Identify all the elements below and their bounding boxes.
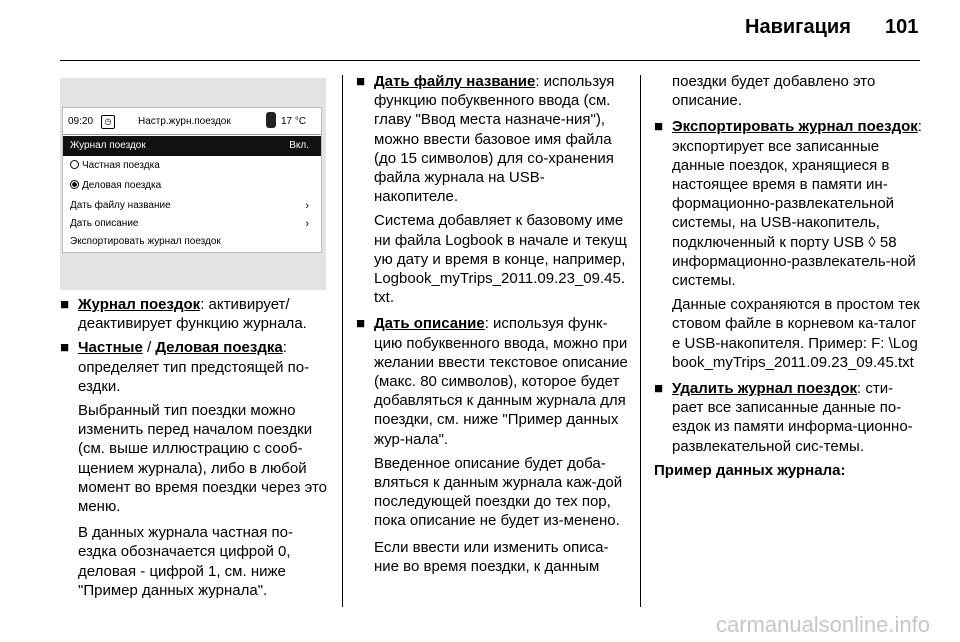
keyword: Дать файлу название: [374, 73, 536, 90]
menu-item-label: Дать файлу название: [70, 200, 171, 211]
bullet-icon: ■: [356, 315, 366, 333]
keyword: Журнал поездок: [78, 296, 201, 313]
keyword: Экспортировать журнал поездок: [672, 118, 918, 136]
menu-item-export-logbook[interactable]: [63, 232, 321, 252]
thermometer-icon: [266, 112, 276, 128]
text-column-3: [654, 72, 922, 487]
header-rule: [60, 60, 920, 61]
keyword: Удалить журнал поездок: [672, 380, 857, 398]
item-text: : используя функ-цию побуквенного ввода, можно при желании ввести текстовое описание (макс. 80 символов), которое будет добавляться к данным журнала для поездки, см. ниже "Пример данных жур-нала".: [374, 315, 628, 448]
keyword: Частные: [78, 339, 143, 357]
menu-item-business-trip[interactable]: [63, 176, 321, 196]
section-heading: Пример данных журнала:: [654, 461, 846, 479]
screen-title: Настр.журн.поездок: [138, 116, 231, 127]
item-text: : экспортирует все записанные данные поездок, хранящиеся в настоящее время в памяти ин-формационно-развлекательной системы, на USB-накопитель, подключенный к порту USB ◊ 58 информационно-развлекатель-ной системы.: [672, 118, 922, 290]
bullet-icon: ■: [654, 380, 664, 398]
menu-item-label: Частная поездка: [82, 160, 160, 171]
item-text: : сти-рает все записанные данные по-ездок из памяти информа-ционно-развлекательной сис-темы.: [672, 380, 913, 455]
paragraph: Данные сохраняются в простом текстовом файле в корневом ка-талоге USB-накопителя. Пример: F: \Logbook_myTrips_2011.09.23_09.45.txt: [672, 296, 920, 371]
paragraph: Выбранный тип поездки можно изменить перед началом поездки (см. выше иллюстрацию с сооб-щением журнала), либо в любой момент во время поездки через это меню.: [78, 402, 328, 516]
watermark: carmanualsonline.info: [715, 612, 930, 637]
clock-icon: ◷: [101, 115, 115, 129]
bullet-icon: ■: [60, 296, 70, 313]
bullet-icon: ■: [654, 118, 664, 136]
radio-unselected-icon: [70, 160, 79, 169]
menu-item-logbook[interactable]: [63, 136, 321, 156]
list-item-delete: [654, 379, 922, 456]
item-text: : активирует/ деактивирует функцию журнала.: [78, 296, 307, 333]
menu-item-private-trip[interactable]: [63, 156, 321, 176]
infotainment-screen: [62, 107, 322, 253]
page-header-title: Навигация: [745, 16, 851, 38]
keyword: Дать описание: [374, 315, 485, 333]
text-column-2: [356, 72, 628, 583]
item-text: : используя функцию побуквенного ввода (см. главу "Ввод места назначе-ния"), можно ввести базовое имя файла (до 15 символов) для со-хранения файла журнала на USB-накопителе.: [374, 73, 615, 206]
chevron-right-icon: ›: [305, 200, 309, 212]
screen-time: 09:20: [68, 116, 94, 127]
menu-item-label-wrap: [70, 156, 160, 176]
paragraph: поездки будет добавлено это описание.: [672, 73, 876, 110]
page-number: 101: [885, 16, 919, 38]
menu-item-description[interactable]: [63, 214, 321, 234]
list-item-export: [654, 117, 922, 290]
paragraph: В данных журнала частная по-ездка обозначается цифрой 0, деловая - цифрой 1, см. ниже "Пример данных журнала".: [78, 524, 293, 599]
keyword: Деловая поездка: [155, 339, 283, 357]
list-item-description: [356, 314, 628, 448]
screen-status-bar: [63, 108, 321, 135]
menu-item-label-wrap: [70, 176, 161, 196]
list-item-logbook: [60, 295, 330, 333]
chevron-right-icon: ›: [305, 218, 309, 230]
list-item-trip-type: [60, 338, 330, 396]
radio-selected-icon: [70, 180, 79, 189]
text-column-1: [60, 295, 330, 607]
bullet-icon: ■: [356, 73, 366, 90]
paragraph: Система добавляет к базовому имени файла Logbook в начале и текущую дату и время в конце, например, Logbook_myTrips_2011.09.23_09.45.txt.: [374, 212, 627, 307]
menu-item-label: Экспортировать журнал поездок: [70, 236, 221, 247]
screen-temperature: 17 °C: [281, 116, 307, 127]
bullet-icon: ■: [60, 339, 70, 357]
menu-item-file-name[interactable]: [63, 196, 321, 216]
column-divider-2: [640, 75, 641, 607]
paragraph: Если ввести или изменить описа-ние во время поездки, к данным: [374, 538, 609, 575]
menu-item-label: Дать описание: [70, 218, 139, 229]
item-text: : определяет тип предстоящей по-ездки.: [78, 339, 310, 395]
column-divider-1: [342, 75, 343, 607]
menu-item-label: Журнал поездок: [70, 140, 146, 151]
menu-item-label: Деловая поездка: [82, 180, 162, 191]
separator: /: [142, 339, 156, 357]
menu-item-value: Вкл.: [289, 140, 309, 151]
paragraph: Введенное описание будет доба-вляться к данным журнала каж-дой последующей поездки до тех пор, пока описание не будет из-менено.: [374, 454, 623, 530]
list-item-file-name: [356, 72, 628, 206]
